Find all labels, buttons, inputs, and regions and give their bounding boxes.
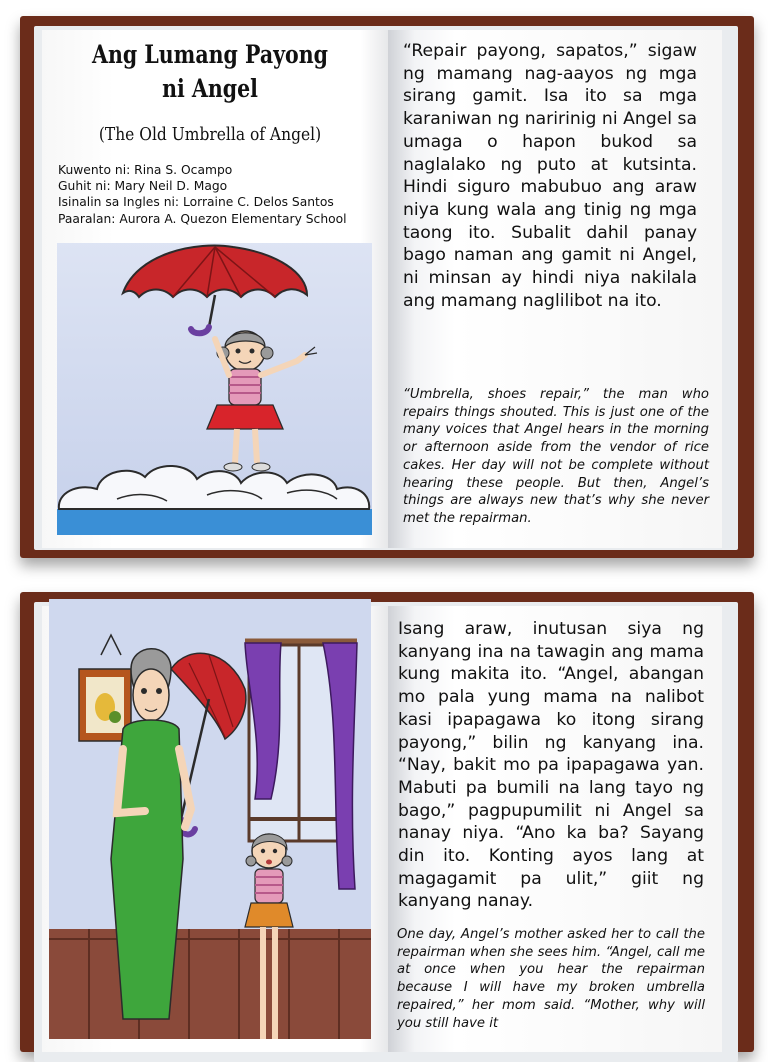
credit-school: Paaralan: Aurora A. Quezon Elementary School xyxy=(58,211,347,226)
credit-illustrator: Guhit ni: Mary Neil D. Mago xyxy=(58,179,228,194)
girl-umbrella-illustration xyxy=(57,243,372,535)
credit-translator: Isinalin sa Ingles ni: Lorraine C. Delos Santos xyxy=(58,195,334,210)
story-text-english-1: “Umbrella, shoes repair,” the man who repairs things shouted. This is just one of the many voices that Angel hears in the morning or afternoon aside from the vendor of rice cakes. Her day will not be complete without hearing these people. But then, Angel’s things are always new that’s why she never met the repairman. xyxy=(403,387,709,526)
story-title: Ang Lumang Payong ni Angel xyxy=(92,40,328,103)
story-text-filipino-2: Isang araw, inutusan siya ng kanyang ina na tawagin ang mama kung makita ito. “Angel, abangan mo pala yung mama na nalibot kasi ipapagawa ko itong sirang payong,” bilin ng kanyang ina. “Nay, bakit mo pa ipapagawa yan. Mabuti pa bumili na lang tayo ng bago,” pagpupumilit ni Angel sa nanay niya. “Ano ka ba? Sayang din ito. Konting ayos lang at magagamit pa ulit,” giit ng kanyang nanay. xyxy=(398,619,704,912)
credits xyxy=(58,162,398,227)
mother-daughter-illustration xyxy=(49,599,371,1039)
credit-author: Kuwento ni: Rina S. Ocampo xyxy=(58,163,233,177)
story-text-english-2: One day, Angel’s mother asked her to call the repairman when she sees him. “Angel, call me at once when you hear the repairman because I will have my broken umbrella repaired,” her mom said. “Mother, why will you still have it xyxy=(397,927,705,1031)
story-text-filipino-1: “Repair payong, sapatos,” sigaw ng mamang nag-aayos ng mga sirang gamit. Isa ito sa mga karaniwan ng naririnig ni Angel sa umaga o hapon bukod sa naglalako ng puto at kutsinta. Hindi siguro mabubuo ang araw niya kung wala ang tinig ng mga taong ito. Subalit dahil panay bago naman ang gamit ni Angel, ni minsan ay hindi niya nakilala ang mamang naglilibot na ito. xyxy=(403,41,697,311)
story-subtitle: (The Old Umbrella of Angel) xyxy=(98,124,322,145)
